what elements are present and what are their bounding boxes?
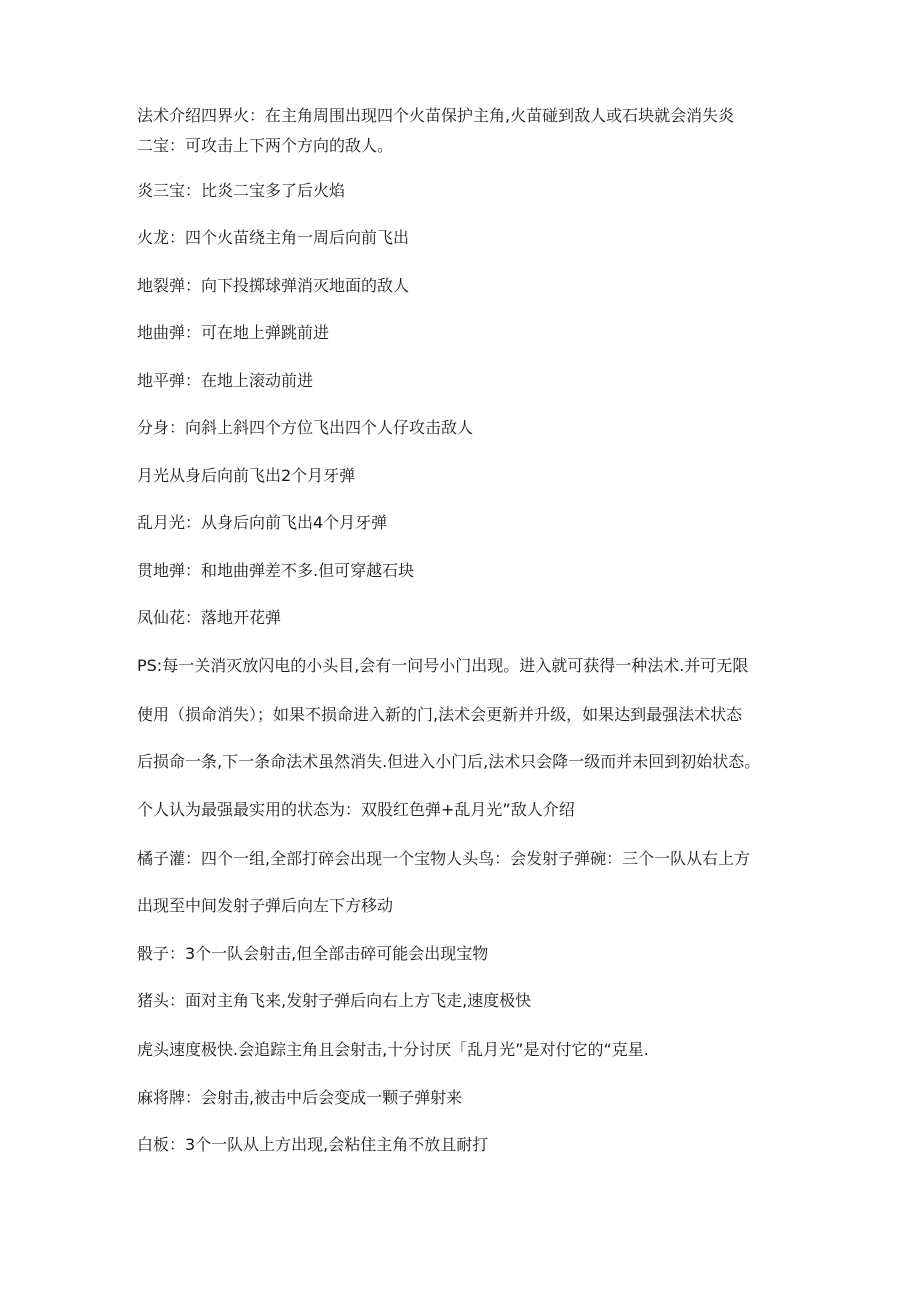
text-line: 二宝：可攻击上下两个方向的敌人。 bbox=[137, 136, 394, 155]
text-line: 月光从身后向前飞出2个月牙弹 bbox=[137, 466, 356, 485]
text-line: 麻将牌：会射击,被击中后会变成一颗子弹射来 bbox=[137, 1088, 463, 1107]
text-line: 火龙：四个火苗绕主角一周后向前飞出 bbox=[137, 228, 410, 247]
text-line: 贯地弹：和地曲弹差不多.但可穿越石块 bbox=[137, 561, 415, 580]
text-line: 橘子灌：四个一组,全部打碎会出现一个宝物人头鸟：会发射子弹碗：三个一队从右上方 bbox=[137, 849, 751, 868]
text-line: 乱月光：从身后向前飞出4个月牙弹 bbox=[137, 513, 388, 532]
text-line: 出现至中间发射子弹后向左下方移动 bbox=[137, 896, 394, 915]
text-line: 分身：向斜上斜四个方位飞出四个人仔攻击敌人 bbox=[137, 418, 474, 437]
text-line: 地曲弹：可在地上弹跳前进 bbox=[137, 323, 330, 342]
text-line: 法术介绍四界火：在主角周围出现四个火苗保护主角,火苗碰到敌人或石块就会消失炎 bbox=[137, 106, 735, 125]
text-line: 后损命一条,下一条命法术虽然消失.但进入小门后,法术只会降一级而并未回到初始状态。 bbox=[137, 752, 761, 771]
text-line: 骰子：3个一队会射击,但全部击碎可能会出现宝物 bbox=[137, 944, 489, 963]
text-line: 凤仙花：落地开花弹 bbox=[137, 608, 282, 627]
text-line: 炎三宝：比炎二宝多了后火焰 bbox=[137, 181, 346, 200]
text-line: 白板：3个一队从上方出现,会粘住主角不放且耐打 bbox=[137, 1135, 489, 1154]
text-line: PS:每一关消灭放闪电的小头目,会有一问号小门出现。进入就可获得一种法术.并可无限 bbox=[137, 656, 749, 675]
text-line: 使用（损命消失）；如果不损命进入新的门,法术会更新并升级，如果达到最强法术状态 bbox=[137, 705, 743, 724]
text-line: 个人认为最强最实用的状态为：双股红色弹+乱月光”敌人介绍 bbox=[137, 800, 575, 819]
text-line: 虎头速度极快.会追踪主角且会射击,十分讨厌「乱月光”是对付它的“克星. bbox=[137, 1040, 649, 1059]
text-line: 地平弹：在地上滚动前进 bbox=[137, 371, 314, 390]
text-line: 猪头：面对主角飞来,发射子弹后向右上方飞走,速度极快 bbox=[137, 991, 532, 1010]
text-line: 地裂弹：向下投掷球弹消灭地面的敌人 bbox=[137, 276, 410, 295]
